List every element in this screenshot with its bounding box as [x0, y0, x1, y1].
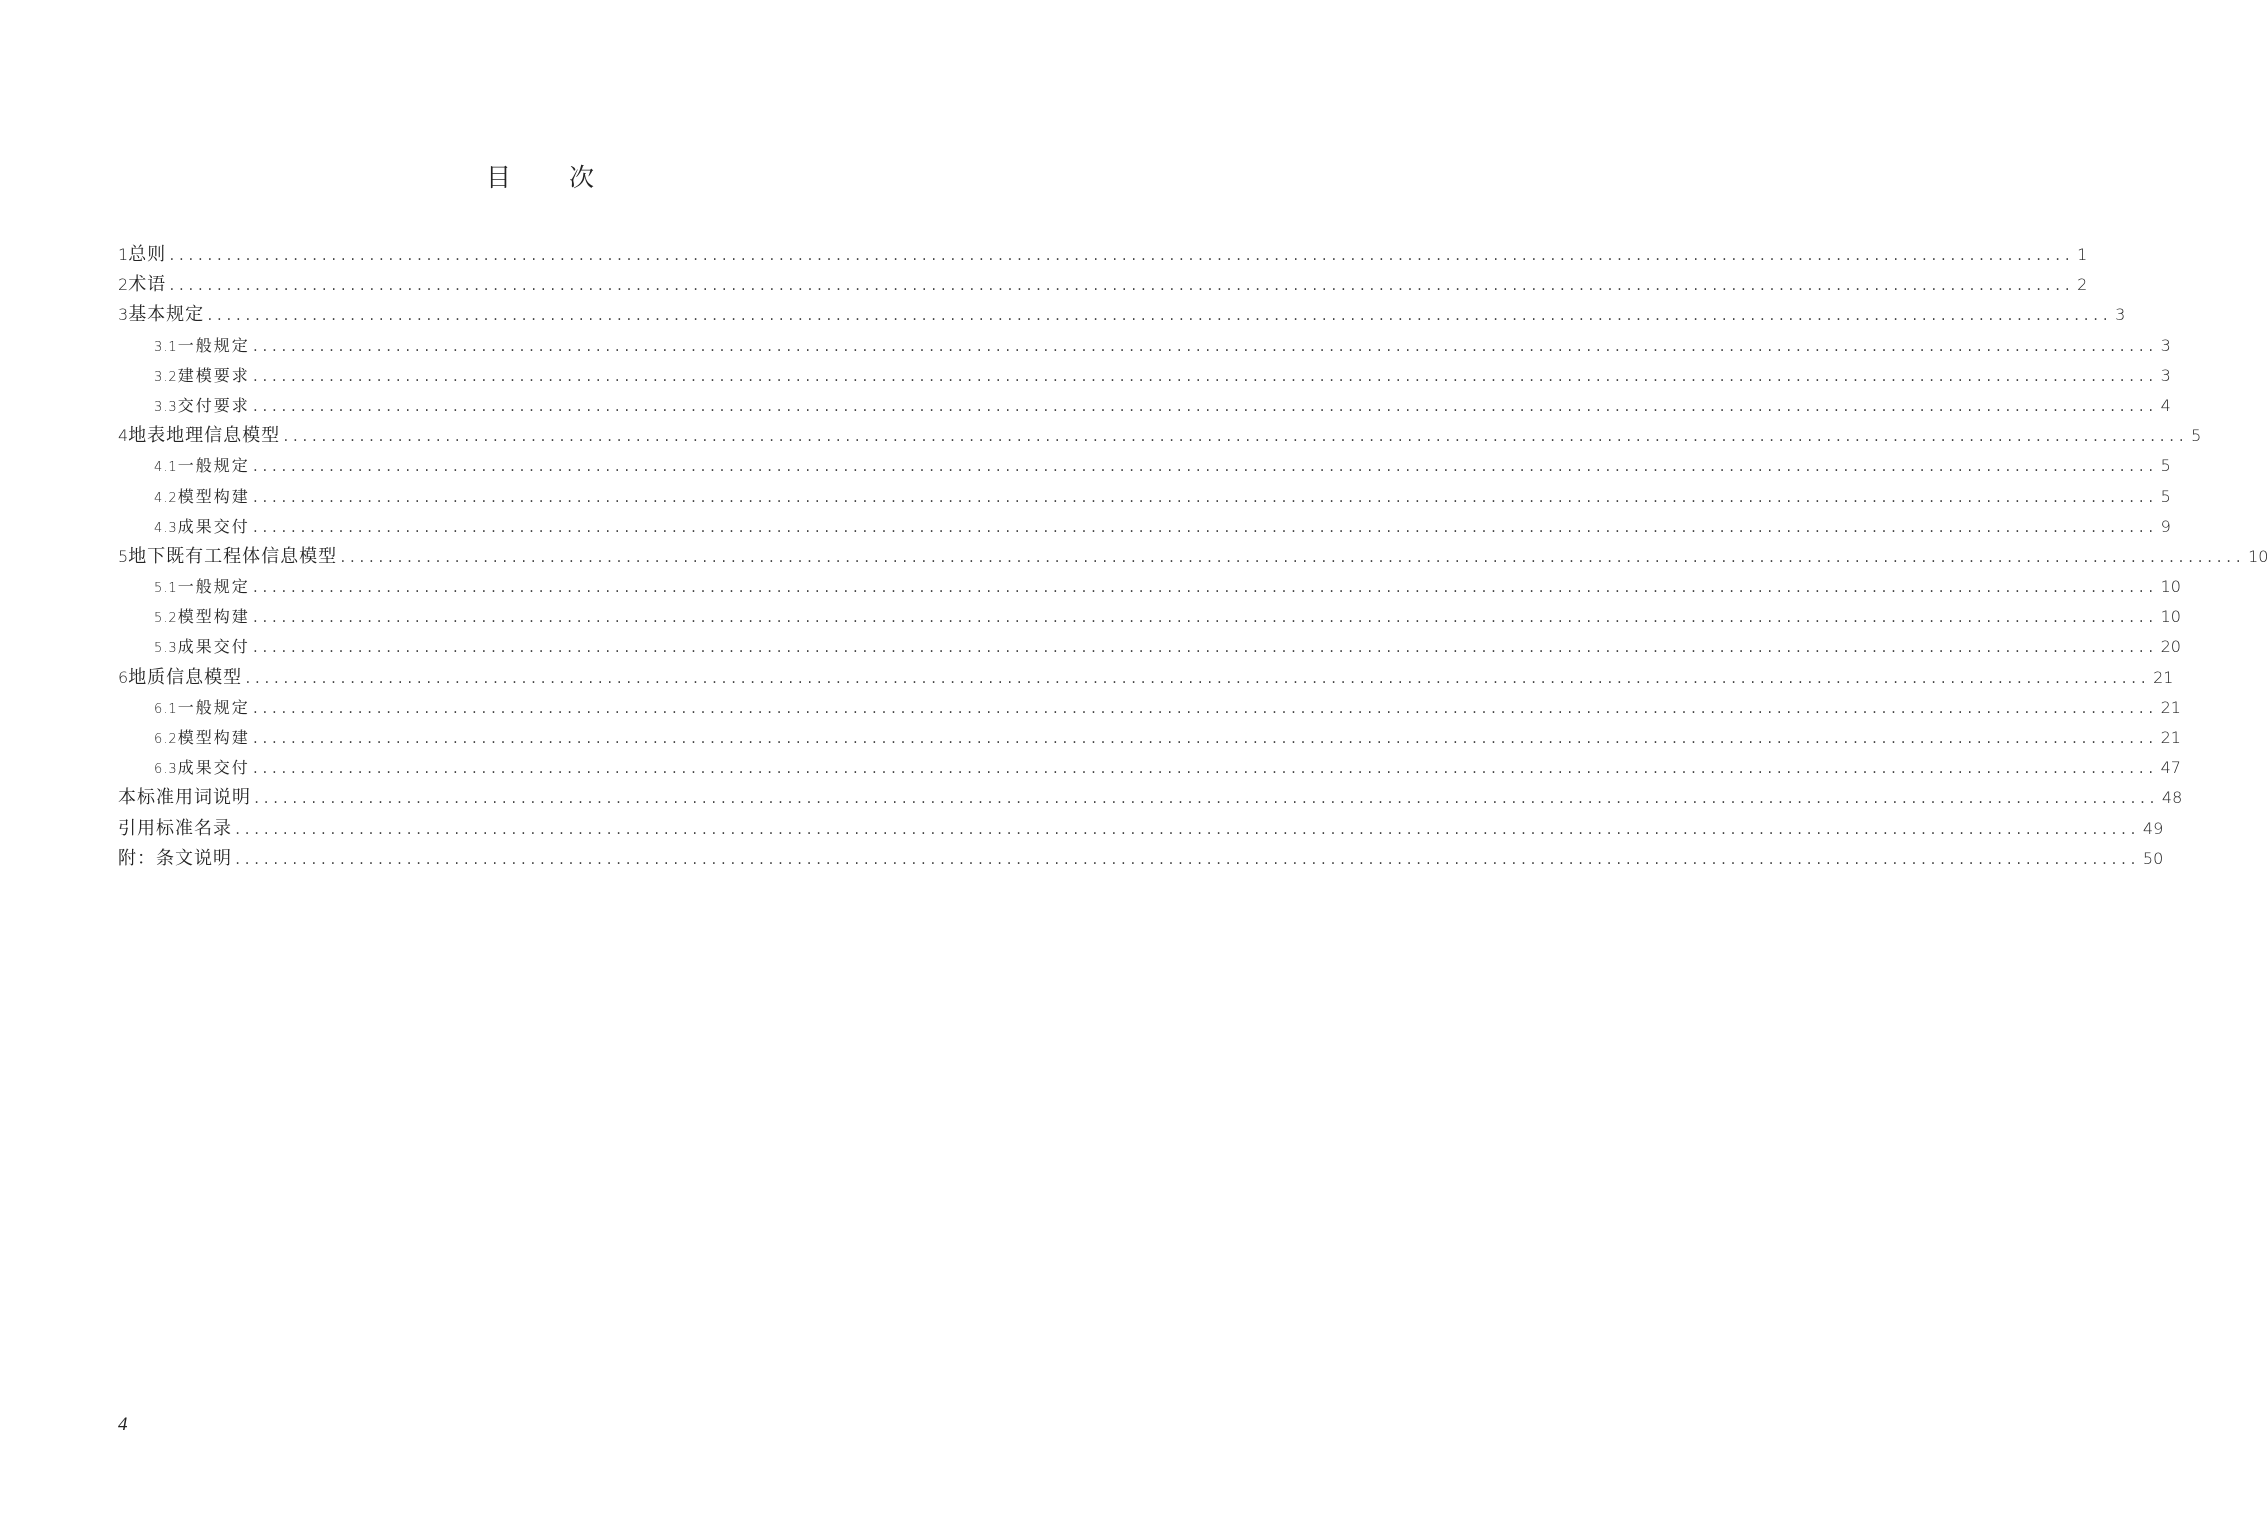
toc-entry	[118, 270, 2088, 300]
toc-subentry	[118, 512, 2171, 542]
toc-entry-label: 模型构建	[177, 607, 250, 627]
toc-subentry	[118, 572, 2181, 602]
toc-dot-leader: ........................................................................................................................................................................................................	[251, 732, 2157, 746]
toc-title-char-2: 次	[569, 163, 595, 192]
toc-entry-number: 2	[118, 275, 129, 295]
toc-dot-leader: ........................................................................................................................................................................................................	[251, 339, 2157, 354]
toc-entry-page: 10	[2248, 546, 2268, 566]
toc-entry-label: 地表地理信息模型	[128, 425, 281, 447]
toc-entry	[118, 421, 2202, 451]
toc-dot-leader: ........................................................................................................................................................................................................	[251, 490, 2157, 505]
toc-entry	[118, 783, 2183, 813]
toc-entry-page: 5	[2160, 486, 2171, 506]
toc-dot-leader: ........................................................................................................................................................................................................	[234, 852, 2139, 867]
toc-dot-leader: ........................................................................................................................................................................................................	[251, 611, 2157, 626]
toc-dot-leader: ........................................................................................................................................................................................................	[251, 460, 2157, 475]
toc-entry-page: 3	[2160, 365, 2171, 385]
toc-entry-label: 一般规定	[177, 577, 250, 597]
toc-dot-leader: ........................................................................................................................................................................................................	[282, 430, 2188, 445]
toc-entry-number: 5.3	[154, 641, 178, 657]
toc-subentry	[118, 632, 2181, 662]
toc-dot-leader: ........................................................................................................................................................................................................	[251, 762, 2157, 777]
toc-entry-page: 20	[2160, 637, 2181, 657]
toc-entry-page: 5	[2191, 426, 2202, 446]
toc-entry-number: 3.1	[154, 339, 178, 355]
toc-dot-leader: ........................................................................................................................................................................................................	[244, 671, 2150, 686]
toc-entry-label: 成果交付	[177, 516, 250, 536]
toc-dot-leader: ........................................................................................................................................................................................................	[339, 550, 2245, 565]
toc-subentry	[118, 602, 2181, 632]
toc-entry-number: 6.2	[154, 732, 178, 747]
toc-entry-page: 5	[2160, 456, 2171, 476]
toc-entry-page: 49	[2142, 818, 2164, 838]
toc-entry-number: 4	[118, 426, 129, 446]
toc-entry-number: 1	[118, 245, 129, 264]
toc-entry-page: 4	[2160, 395, 2171, 415]
toc-dot-leader: ........................................................................................................................................................................................................	[206, 309, 2112, 324]
toc-dot-leader: ........................................................................................................................................................................................................	[251, 369, 2157, 384]
toc-dot-leader: ........................................................................................................................................................................................................	[168, 279, 2074, 294]
toc-entry-number: 3.3	[154, 399, 178, 415]
toc-subentry	[118, 361, 2171, 391]
toc-entry-label: 一般规定	[177, 697, 250, 717]
toc-entry-label: 模型构建	[177, 486, 250, 506]
toc-entry-page: 50	[2142, 848, 2164, 868]
toc-entry-page: 3	[2115, 305, 2126, 325]
toc-entry-label: 地下既有工程体信息模型	[128, 545, 338, 567]
toc-subentry	[118, 451, 2171, 481]
footer-page-number: 4	[118, 1414, 128, 1435]
toc-dot-leader: ........................................................................................................................................................................................................	[168, 249, 2074, 263]
toc-entry-page: 9	[2160, 516, 2171, 536]
toc-entry-label: 建模要求	[177, 365, 250, 385]
toc-entry	[118, 814, 2164, 844]
toc-entry-label: 本标准用词说明	[118, 787, 251, 809]
toc-entry	[118, 240, 2088, 270]
toc-entry-number: 4.1	[154, 460, 178, 476]
toc-entry-label: 成果交付	[177, 758, 250, 778]
toc-entry-label: 交付要求	[177, 395, 250, 415]
toc-entry-number: 6	[118, 667, 129, 687]
toc-entry-number: 3.2	[154, 369, 178, 385]
toc-entry	[118, 844, 2164, 874]
toc-dot-leader: ........................................................................................................................................................................................................	[251, 641, 2157, 656]
toc-entry-page: 21	[2160, 697, 2181, 717]
toc-entry-page: 1	[2077, 245, 2088, 264]
toc-entry	[118, 300, 2126, 330]
toc-subentry	[118, 391, 2171, 421]
toc-dot-leader: ........................................................................................................................................................................................................	[253, 792, 2158, 807]
toc-title	[0, 158, 1080, 194]
toc-entry-label: 附：条文说明	[118, 847, 232, 869]
toc-dot-leader: ........................................................................................................................................................................................................	[251, 701, 2157, 716]
toc-dot-leader: ........................................................................................................................................................................................................	[251, 399, 2157, 414]
toc-entry-page: 3	[2160, 335, 2171, 355]
toc-entry-label: 术语	[128, 274, 167, 296]
toc-entry-label: 地质信息模型	[128, 666, 243, 688]
toc-entry-page: 10	[2160, 607, 2181, 627]
toc-entry-number: 4.3	[154, 520, 178, 536]
toc-entry	[118, 663, 2174, 693]
toc-subentry	[118, 482, 2171, 512]
toc-entry-page: 21	[2153, 667, 2174, 687]
toc-list	[118, 240, 2268, 874]
toc-entry-label: 一般规定	[177, 456, 250, 476]
toc-entry-page: 2	[2077, 275, 2088, 295]
toc-entry-page: 47	[2160, 758, 2181, 778]
toc-title-char-1: 目	[485, 163, 511, 192]
toc-subentry	[118, 693, 2181, 723]
toc-entry-label: 基本规定	[128, 304, 205, 326]
toc-entry-page: 10	[2160, 577, 2181, 597]
toc-entry-number: 5.1	[154, 581, 178, 597]
toc-entry	[118, 542, 2268, 572]
toc-subentry	[118, 331, 2171, 361]
toc-entry-number: 5.2	[154, 611, 178, 627]
toc-entry-label: 一般规定	[177, 335, 250, 355]
toc-subentry	[118, 753, 2181, 783]
toc-dot-leader: ........................................................................................................................................................................................................	[234, 822, 2139, 837]
toc-entry-number: 6.3	[154, 762, 178, 778]
toc-entry-number: 5	[118, 546, 129, 566]
toc-entry-label: 模型构建	[177, 728, 250, 747]
toc-subentry	[118, 723, 2181, 753]
toc-entry-label: 总则	[128, 244, 167, 265]
toc-entry-page: 48	[2161, 788, 2183, 808]
toc-dot-leader: ........................................................................................................................................................................................................	[251, 520, 2157, 535]
toc-entry-page: 21	[2160, 728, 2181, 747]
toc-entry-number: 4.2	[154, 490, 178, 506]
toc-dot-leader: ........................................................................................................................................................................................................	[251, 581, 2157, 596]
toc-entry-number: 3	[118, 305, 129, 325]
toc-entry-number: 6.1	[154, 701, 178, 717]
toc-entry-label: 引用标准名录	[118, 817, 232, 839]
toc-entry-label: 成果交付	[177, 637, 250, 657]
